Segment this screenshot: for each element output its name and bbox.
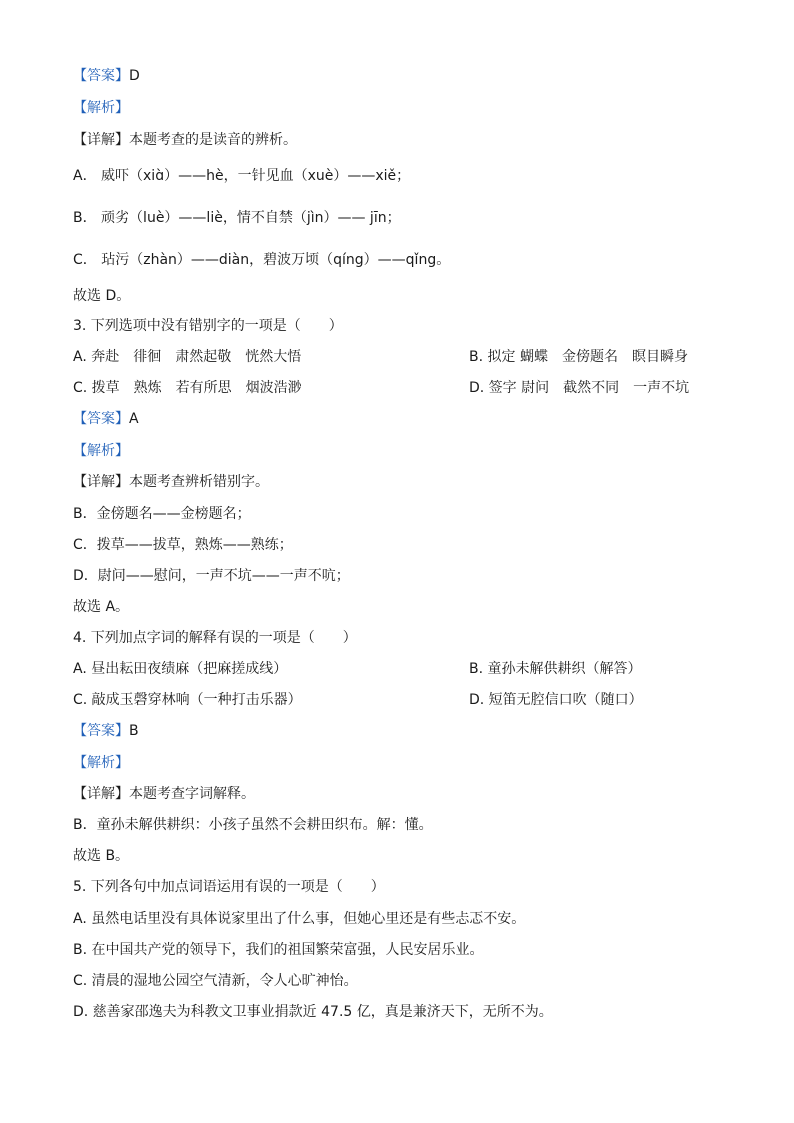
q3-answer: A (129, 411, 139, 427)
q2-item-b: B． 顽劣（luè）——liè，情不自禁（jìn）—— jīn； (73, 210, 401, 226)
q2-answer-line (73, 66, 140, 86)
q4-analysis-line (73, 753, 129, 773)
answer-tag: 【答案】 (73, 68, 129, 84)
q2-answer: D (129, 68, 140, 84)
analysis-tag: 【解析】 (73, 100, 129, 116)
q4-conclusion: 故选 B。 (73, 848, 130, 864)
q4-option-d: D. 短笛无腔信口吹（随口） (469, 692, 643, 708)
q4-option-b: B. 童孙未解供耕织（解答） (469, 661, 642, 677)
q2-item-c: C． 玷污（zhàn）——diàn，碧波万顷（qíng）——qǐng。 (73, 252, 451, 268)
detail-tag: 【详解】 (73, 474, 129, 490)
q4-explanation: B．童孙未解供耕织：小孩子虽然不会耕田织布。解：懂。 (73, 817, 433, 833)
q3-analysis-line (73, 441, 129, 461)
q3-option-b: B. 拟定 蝴蝶 金傍题名 瞑目瞬身 (469, 349, 688, 365)
q3-detail: 本题考查辨析错别字。 (129, 474, 269, 490)
q4-options-row-2 (73, 690, 643, 710)
q3-stem: 3. 下列选项中没有错别字的一项是（ ） (73, 318, 343, 334)
q3-option-c: C. 拨草 熟炼 若有所思 烟波浩渺 (73, 380, 302, 396)
q3-option-d: D. 签字 尉问 截然不同 一声不坑 (469, 380, 690, 396)
q3-detail-line (73, 472, 269, 492)
q4-options-row-1 (73, 659, 642, 679)
q3-options-row-1 (73, 347, 688, 367)
q2-analysis-line (73, 98, 129, 118)
q2-item-a: A． 威吓（xiɑ̀）——hè，一针见血（xuè）——xiě； (73, 168, 411, 184)
q4-answer-line (73, 721, 139, 741)
q2-detail: 本题考查的是读音的辨析。 (129, 132, 297, 148)
q3-option-a: A. 奔赴 徘徊 肃然起敬 恍然大悟 (73, 349, 302, 365)
q3-answer-line (73, 409, 139, 429)
answer-tag: 【答案】 (73, 411, 129, 427)
q5-option-d: D. 慈善家邵逸夫为科教文卫事业捐款近 47.5 亿，真是兼济天下，无所不为。 (73, 1004, 553, 1020)
detail-tag: 【详解】 (73, 132, 129, 148)
q2-conclusion: 故选 D。 (73, 288, 131, 304)
analysis-tag: 【解析】 (73, 755, 129, 771)
detail-tag: 【详解】 (73, 786, 129, 802)
q4-option-a: A. 昼出耘田夜绩麻（把麻搓成线） (73, 661, 288, 677)
q3-correction-c: C．拨草——拔草，熟炼——熟练； (73, 537, 293, 553)
q5-option-b: B. 在中国共产党的领导下，我们的祖国繁荣富强，人民安居乐业。 (73, 942, 484, 958)
q3-correction-b: B．金傍题名——金榜题名； (73, 506, 251, 522)
answer-tag: 【答案】 (73, 723, 129, 739)
q2-detail-line (73, 130, 297, 150)
q5-stem: 5. 下列各句中加点词语运用有误的一项是（ ） (73, 879, 385, 895)
q5-option-c: C. 清晨的湿地公园空气清新，令人心旷神怡。 (73, 973, 358, 989)
q4-answer: B (129, 723, 139, 739)
q4-option-c: C. 敲成玉磬穿林响（一种打击乐器） (73, 692, 302, 708)
q3-conclusion: 故选 A。 (73, 599, 130, 615)
q5-option-a: A. 虽然电话里没有具体说家里出了什么事，但她心里还是有些忐忑不安。 (73, 911, 526, 927)
q4-detail: 本题考查字词解释。 (129, 786, 255, 802)
q4-detail-line (73, 784, 255, 804)
q3-correction-d: D．尉问——慰问，一声不坑——一声不吭； (73, 568, 350, 584)
analysis-tag: 【解析】 (73, 443, 129, 459)
q3-options-row-2 (73, 378, 690, 398)
q4-stem: 4. 下列加点字词的解释有误的一项是（ ） (73, 630, 357, 646)
